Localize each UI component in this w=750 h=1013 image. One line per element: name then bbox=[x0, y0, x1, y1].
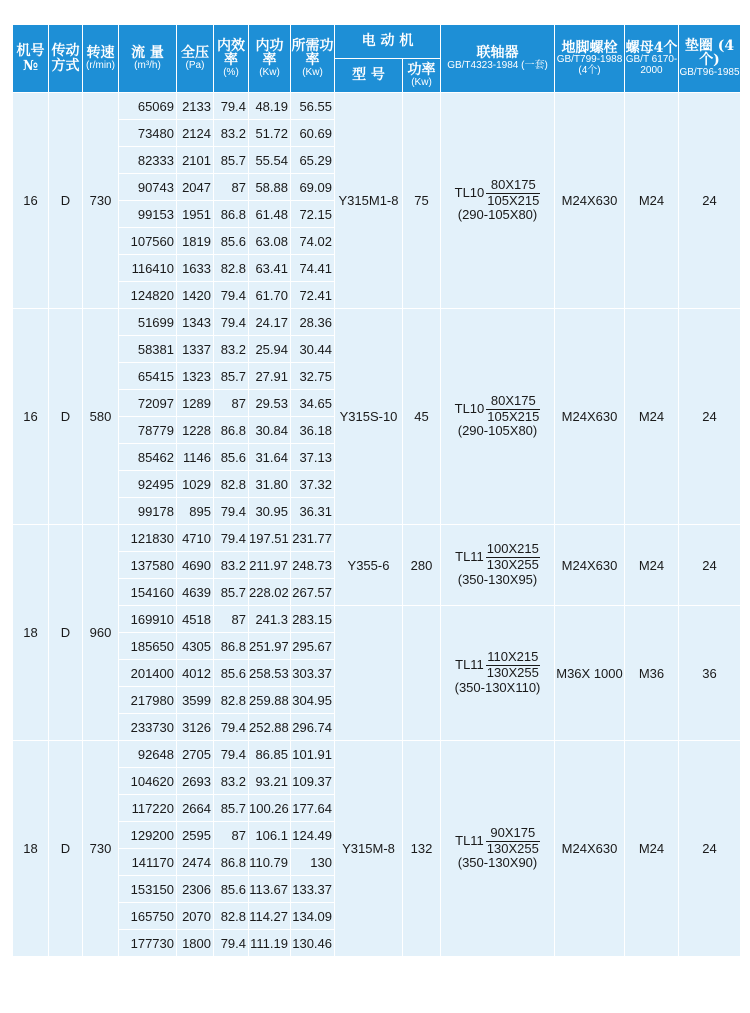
speed-cell: 960 bbox=[83, 525, 119, 741]
required-power-cell: 295.67 bbox=[291, 633, 335, 660]
required-power-cell: 37.32 bbox=[291, 471, 335, 498]
pressure-cell: 4305 bbox=[177, 633, 214, 660]
required-power-cell: 101.91 bbox=[291, 741, 335, 768]
pressure-cell: 1343 bbox=[177, 309, 214, 336]
internal-power-cell: 61.48 bbox=[249, 201, 291, 228]
coupling-model: TL11 bbox=[455, 832, 484, 848]
washer-cell: 24 bbox=[679, 525, 741, 606]
coupling-cell bbox=[441, 525, 555, 606]
internal-power-cell: 31.64 bbox=[249, 444, 291, 471]
efficiency-cell: 82.8 bbox=[214, 255, 249, 282]
pressure-cell: 4690 bbox=[177, 552, 214, 579]
flow-cell: 217980 bbox=[119, 687, 177, 714]
flow-cell: 51699 bbox=[119, 309, 177, 336]
internal-power-cell: 241.3 bbox=[249, 606, 291, 633]
motor-model-cell: Y315S-10 bbox=[335, 309, 403, 525]
required-power-cell: 133.37 bbox=[291, 876, 335, 903]
header-drive: 传动方式 bbox=[49, 25, 83, 93]
efficiency-cell: 82.8 bbox=[214, 687, 249, 714]
efficiency-cell: 79.4 bbox=[214, 741, 249, 768]
motor-power-cell bbox=[403, 606, 441, 741]
internal-power-cell: 63.41 bbox=[249, 255, 291, 282]
coupling-extra: (350-130X110) bbox=[454, 679, 541, 695]
header-anchor-bolt: 地脚螺栓 GB/T799-1988 (4个) bbox=[555, 25, 625, 93]
internal-power-cell: 51.72 bbox=[249, 120, 291, 147]
pressure-cell: 2705 bbox=[177, 741, 214, 768]
required-power-cell: 69.09 bbox=[291, 174, 335, 201]
internal-power-cell: 25.94 bbox=[249, 336, 291, 363]
header-required-power: 所需功率 (Kw) bbox=[291, 25, 335, 93]
efficiency-cell: 87 bbox=[214, 390, 249, 417]
efficiency-cell: 86.8 bbox=[214, 417, 249, 444]
pressure-cell: 1146 bbox=[177, 444, 214, 471]
internal-power-cell: 24.17 bbox=[249, 309, 291, 336]
efficiency-cell: 83.2 bbox=[214, 336, 249, 363]
pressure-cell: 895 bbox=[177, 498, 214, 525]
header-pressure: 全压 (Pa) bbox=[177, 25, 214, 93]
required-power-cell: 130.46 bbox=[291, 930, 335, 957]
efficiency-cell: 85.6 bbox=[214, 876, 249, 903]
efficiency-cell: 86.8 bbox=[214, 633, 249, 660]
coupling-cell bbox=[441, 606, 555, 741]
internal-power-cell: 29.53 bbox=[249, 390, 291, 417]
internal-power-cell: 211.97 bbox=[249, 552, 291, 579]
internal-power-cell: 258.53 bbox=[249, 660, 291, 687]
coupling-extra: (350-130X95) bbox=[457, 571, 538, 587]
coupling-bore-bottom: 130X255 bbox=[486, 557, 539, 573]
pressure-cell: 2133 bbox=[177, 93, 214, 120]
required-power-cell: 72.15 bbox=[291, 201, 335, 228]
table-row bbox=[13, 525, 741, 552]
flow-cell: 99153 bbox=[119, 201, 177, 228]
required-power-cell: 130 bbox=[291, 849, 335, 876]
required-power-cell: 30.44 bbox=[291, 336, 335, 363]
flow-cell: 73480 bbox=[119, 120, 177, 147]
flow-cell: 129200 bbox=[119, 822, 177, 849]
flow-cell: 99178 bbox=[119, 498, 177, 525]
drive-cell: D bbox=[49, 525, 83, 741]
internal-power-cell: 63.08 bbox=[249, 228, 291, 255]
efficiency-cell: 85.6 bbox=[214, 660, 249, 687]
flow-cell: 124820 bbox=[119, 282, 177, 309]
internal-power-cell: 106.1 bbox=[249, 822, 291, 849]
efficiency-cell: 87 bbox=[214, 174, 249, 201]
coupling-bore-top: 110X215 bbox=[487, 649, 539, 665]
required-power-cell: 74.02 bbox=[291, 228, 335, 255]
internal-power-cell: 197.51 bbox=[249, 525, 291, 552]
header-motor: 电 动 机 bbox=[335, 25, 441, 59]
coupling-model: TL11 bbox=[455, 549, 484, 565]
washer-cell: 24 bbox=[679, 309, 741, 525]
flow-cell: 85462 bbox=[119, 444, 177, 471]
anchor-bolt-cell: M24X630 bbox=[555, 309, 625, 525]
anchor-bolt-cell: M24X630 bbox=[555, 93, 625, 309]
efficiency-cell: 79.4 bbox=[214, 309, 249, 336]
machine-no-cell: 16 bbox=[13, 93, 49, 309]
internal-power-cell: 93.21 bbox=[249, 768, 291, 795]
internal-power-cell: 30.95 bbox=[249, 498, 291, 525]
internal-power-cell: 252.88 bbox=[249, 714, 291, 741]
internal-power-cell: 259.88 bbox=[249, 687, 291, 714]
required-power-cell: 267.57 bbox=[291, 579, 335, 606]
internal-power-cell: 86.85 bbox=[249, 741, 291, 768]
coupling-model: TL11 bbox=[455, 657, 484, 673]
pressure-cell: 2474 bbox=[177, 849, 214, 876]
motor-model-cell: Y315M-8 bbox=[335, 741, 403, 957]
internal-power-cell: 251.97 bbox=[249, 633, 291, 660]
machine-no-cell: 18 bbox=[13, 741, 49, 957]
efficiency-cell: 86.8 bbox=[214, 849, 249, 876]
motor-model-cell bbox=[335, 606, 403, 741]
flow-cell: 137580 bbox=[119, 552, 177, 579]
pressure-cell: 2070 bbox=[177, 903, 214, 930]
internal-power-cell: 31.80 bbox=[249, 471, 291, 498]
efficiency-cell: 79.4 bbox=[214, 498, 249, 525]
efficiency-cell: 83.2 bbox=[214, 552, 249, 579]
speed-cell: 730 bbox=[83, 93, 119, 309]
coupling-bore-bottom: 105X215 bbox=[487, 192, 540, 208]
washer-cell: 36 bbox=[679, 606, 741, 741]
anchor-bolt-cell: M24X630 bbox=[555, 741, 625, 957]
table-row bbox=[13, 741, 741, 768]
efficiency-cell: 85.6 bbox=[214, 444, 249, 471]
flow-cell: 141170 bbox=[119, 849, 177, 876]
required-power-cell: 303.37 bbox=[291, 660, 335, 687]
coupling-extra: (290-105X80) bbox=[457, 423, 538, 439]
internal-power-cell: 110.79 bbox=[249, 849, 291, 876]
header-flow: 流 量 (m³/h) bbox=[119, 25, 177, 93]
speed-cell: 580 bbox=[83, 309, 119, 525]
nut-cell: M24 bbox=[625, 93, 679, 309]
required-power-cell: 124.49 bbox=[291, 822, 335, 849]
anchor-bolt-cell: M36X 1000 bbox=[555, 606, 625, 741]
pressure-cell: 1289 bbox=[177, 390, 214, 417]
motor-power-cell: 75 bbox=[403, 93, 441, 309]
table-row bbox=[13, 93, 741, 120]
internal-power-cell: 58.88 bbox=[249, 174, 291, 201]
table-row bbox=[13, 309, 741, 336]
coupling-cell bbox=[441, 309, 555, 525]
header-washer: 垫圈 (4个) GB/T96-1985 bbox=[679, 25, 741, 93]
required-power-cell: 134.09 bbox=[291, 903, 335, 930]
required-power-cell: 177.64 bbox=[291, 795, 335, 822]
machine-no-cell: 16 bbox=[13, 309, 49, 525]
flow-cell: 117220 bbox=[119, 795, 177, 822]
efficiency-cell: 86.8 bbox=[214, 201, 249, 228]
pressure-cell: 4710 bbox=[177, 525, 214, 552]
flow-cell: 169910 bbox=[119, 606, 177, 633]
drive-cell: D bbox=[49, 93, 83, 309]
motor-power-cell: 132 bbox=[403, 741, 441, 957]
flow-cell: 72097 bbox=[119, 390, 177, 417]
motor-model-cell: Y315M1-8 bbox=[335, 93, 403, 309]
flow-cell: 153150 bbox=[119, 876, 177, 903]
required-power-cell: 304.95 bbox=[291, 687, 335, 714]
pressure-cell: 4639 bbox=[177, 579, 214, 606]
washer-cell: 24 bbox=[679, 741, 741, 957]
pressure-cell: 3599 bbox=[177, 687, 214, 714]
efficiency-cell: 82.8 bbox=[214, 471, 249, 498]
internal-power-cell: 100.26 bbox=[249, 795, 291, 822]
pressure-cell: 2664 bbox=[177, 795, 214, 822]
efficiency-cell: 85.7 bbox=[214, 147, 249, 174]
pressure-cell: 1800 bbox=[177, 930, 214, 957]
motor-power-cell: 45 bbox=[403, 309, 441, 525]
coupling-extra: (290-105X80) bbox=[457, 207, 538, 223]
coupling-model: TL10 bbox=[454, 400, 485, 416]
coupling-bore-bottom: 130X255 bbox=[486, 665, 539, 681]
efficiency-cell: 79.4 bbox=[214, 714, 249, 741]
motor-model-cell: Y355-6 bbox=[335, 525, 403, 606]
speed-cell: 730 bbox=[83, 741, 119, 957]
header-coupling: 联轴器 GB/T4323-1984 (一套) bbox=[441, 25, 555, 93]
required-power-cell: 296.74 bbox=[291, 714, 335, 741]
efficiency-cell: 79.4 bbox=[214, 282, 249, 309]
efficiency-cell: 85.7 bbox=[214, 795, 249, 822]
machine-no-cell: 18 bbox=[13, 525, 49, 741]
motor-power-cell: 280 bbox=[403, 525, 441, 606]
required-power-cell: 34.65 bbox=[291, 390, 335, 417]
coupling-bore-top: 90X175 bbox=[486, 826, 540, 842]
pressure-cell: 4518 bbox=[177, 606, 214, 633]
efficiency-cell: 87 bbox=[214, 606, 249, 633]
internal-power-cell: 61.70 bbox=[249, 282, 291, 309]
coupling-bore-bottom: 130X255 bbox=[486, 840, 539, 856]
required-power-cell: 32.75 bbox=[291, 363, 335, 390]
required-power-cell: 74.41 bbox=[291, 255, 335, 282]
pressure-cell: 1951 bbox=[177, 201, 214, 228]
pressure-cell: 4012 bbox=[177, 660, 214, 687]
required-power-cell: 248.73 bbox=[291, 552, 335, 579]
nut-cell: M24 bbox=[625, 525, 679, 606]
required-power-cell: 60.69 bbox=[291, 120, 335, 147]
pressure-cell: 1337 bbox=[177, 336, 214, 363]
efficiency-cell: 83.2 bbox=[214, 120, 249, 147]
flow-cell: 116410 bbox=[119, 255, 177, 282]
pressure-cell: 2595 bbox=[177, 822, 214, 849]
internal-power-cell: 27.91 bbox=[249, 363, 291, 390]
required-power-cell: 72.41 bbox=[291, 282, 335, 309]
coupling-bore-top: 100X215 bbox=[486, 541, 539, 557]
header-motor-power: 功率 (Kw) bbox=[403, 59, 441, 93]
required-power-cell: 65.29 bbox=[291, 147, 335, 174]
internal-power-cell: 228.02 bbox=[249, 579, 291, 606]
pressure-cell: 2693 bbox=[177, 768, 214, 795]
pressure-cell: 1029 bbox=[177, 471, 214, 498]
pressure-cell: 1633 bbox=[177, 255, 214, 282]
header-machine-no: 机号№ bbox=[13, 25, 49, 93]
drive-cell: D bbox=[49, 309, 83, 525]
flow-cell: 104620 bbox=[119, 768, 177, 795]
efficiency-cell: 82.8 bbox=[214, 903, 249, 930]
coupling-bore-top: 80X175 bbox=[486, 178, 540, 194]
efficiency-cell: 79.4 bbox=[214, 525, 249, 552]
pressure-cell: 1228 bbox=[177, 417, 214, 444]
nut-cell: M24 bbox=[625, 741, 679, 957]
fan-spec-table bbox=[12, 24, 741, 957]
efficiency-cell: 87 bbox=[214, 822, 249, 849]
header-motor-model: 型 号 bbox=[335, 59, 403, 93]
pressure-cell: 1323 bbox=[177, 363, 214, 390]
header-nut: 螺母4个 GB/T 6170-2000 bbox=[625, 25, 679, 93]
table-row bbox=[13, 606, 741, 633]
flow-cell: 165750 bbox=[119, 903, 177, 930]
coupling-extra: (350-130X90) bbox=[457, 855, 538, 871]
coupling-cell bbox=[441, 93, 555, 309]
flow-cell: 92648 bbox=[119, 741, 177, 768]
flow-cell: 154160 bbox=[119, 579, 177, 606]
required-power-cell: 28.36 bbox=[291, 309, 335, 336]
drive-cell: D bbox=[49, 741, 83, 957]
flow-cell: 92495 bbox=[119, 471, 177, 498]
header-internal-power: 内功率 (Kw) bbox=[249, 25, 291, 93]
header-speed: 转速 (r/min) bbox=[83, 25, 119, 93]
flow-cell: 201400 bbox=[119, 660, 177, 687]
required-power-cell: 283.15 bbox=[291, 606, 335, 633]
flow-cell: 90743 bbox=[119, 174, 177, 201]
coupling-bore-top: 80X175 bbox=[486, 394, 540, 410]
flow-cell: 233730 bbox=[119, 714, 177, 741]
internal-power-cell: 30.84 bbox=[249, 417, 291, 444]
internal-power-cell: 113.67 bbox=[249, 876, 291, 903]
efficiency-cell: 85.6 bbox=[214, 228, 249, 255]
flow-cell: 58381 bbox=[119, 336, 177, 363]
header-efficiency: 内效率 (%) bbox=[214, 25, 249, 93]
pressure-cell: 1819 bbox=[177, 228, 214, 255]
internal-power-cell: 48.19 bbox=[249, 93, 291, 120]
flow-cell: 65415 bbox=[119, 363, 177, 390]
flow-cell: 65069 bbox=[119, 93, 177, 120]
flow-cell: 121830 bbox=[119, 525, 177, 552]
flow-cell: 185650 bbox=[119, 633, 177, 660]
pressure-cell: 1420 bbox=[177, 282, 214, 309]
internal-power-cell: 55.54 bbox=[249, 147, 291, 174]
flow-cell: 78779 bbox=[119, 417, 177, 444]
pressure-cell: 2306 bbox=[177, 876, 214, 903]
required-power-cell: 56.55 bbox=[291, 93, 335, 120]
required-power-cell: 37.13 bbox=[291, 444, 335, 471]
efficiency-cell: 79.4 bbox=[214, 93, 249, 120]
internal-power-cell: 114.27 bbox=[249, 903, 291, 930]
coupling-cell bbox=[441, 741, 555, 957]
efficiency-cell: 79.4 bbox=[214, 930, 249, 957]
efficiency-cell: 85.7 bbox=[214, 579, 249, 606]
coupling-model: TL10 bbox=[454, 184, 485, 200]
internal-power-cell: 111.19 bbox=[249, 930, 291, 957]
flow-cell: 177730 bbox=[119, 930, 177, 957]
flow-cell: 82333 bbox=[119, 147, 177, 174]
washer-cell: 24 bbox=[679, 93, 741, 309]
anchor-bolt-cell: M24X630 bbox=[555, 525, 625, 606]
required-power-cell: 231.77 bbox=[291, 525, 335, 552]
pressure-cell: 2047 bbox=[177, 174, 214, 201]
nut-cell: M36 bbox=[625, 606, 679, 741]
coupling-bore-bottom: 105X215 bbox=[487, 408, 540, 424]
pressure-cell: 2124 bbox=[177, 120, 214, 147]
nut-cell: M24 bbox=[625, 309, 679, 525]
pressure-cell: 3126 bbox=[177, 714, 214, 741]
required-power-cell: 109.37 bbox=[291, 768, 335, 795]
pressure-cell: 2101 bbox=[177, 147, 214, 174]
required-power-cell: 36.18 bbox=[291, 417, 335, 444]
flow-cell: 107560 bbox=[119, 228, 177, 255]
required-power-cell: 36.31 bbox=[291, 498, 335, 525]
efficiency-cell: 83.2 bbox=[214, 768, 249, 795]
efficiency-cell: 85.7 bbox=[214, 363, 249, 390]
